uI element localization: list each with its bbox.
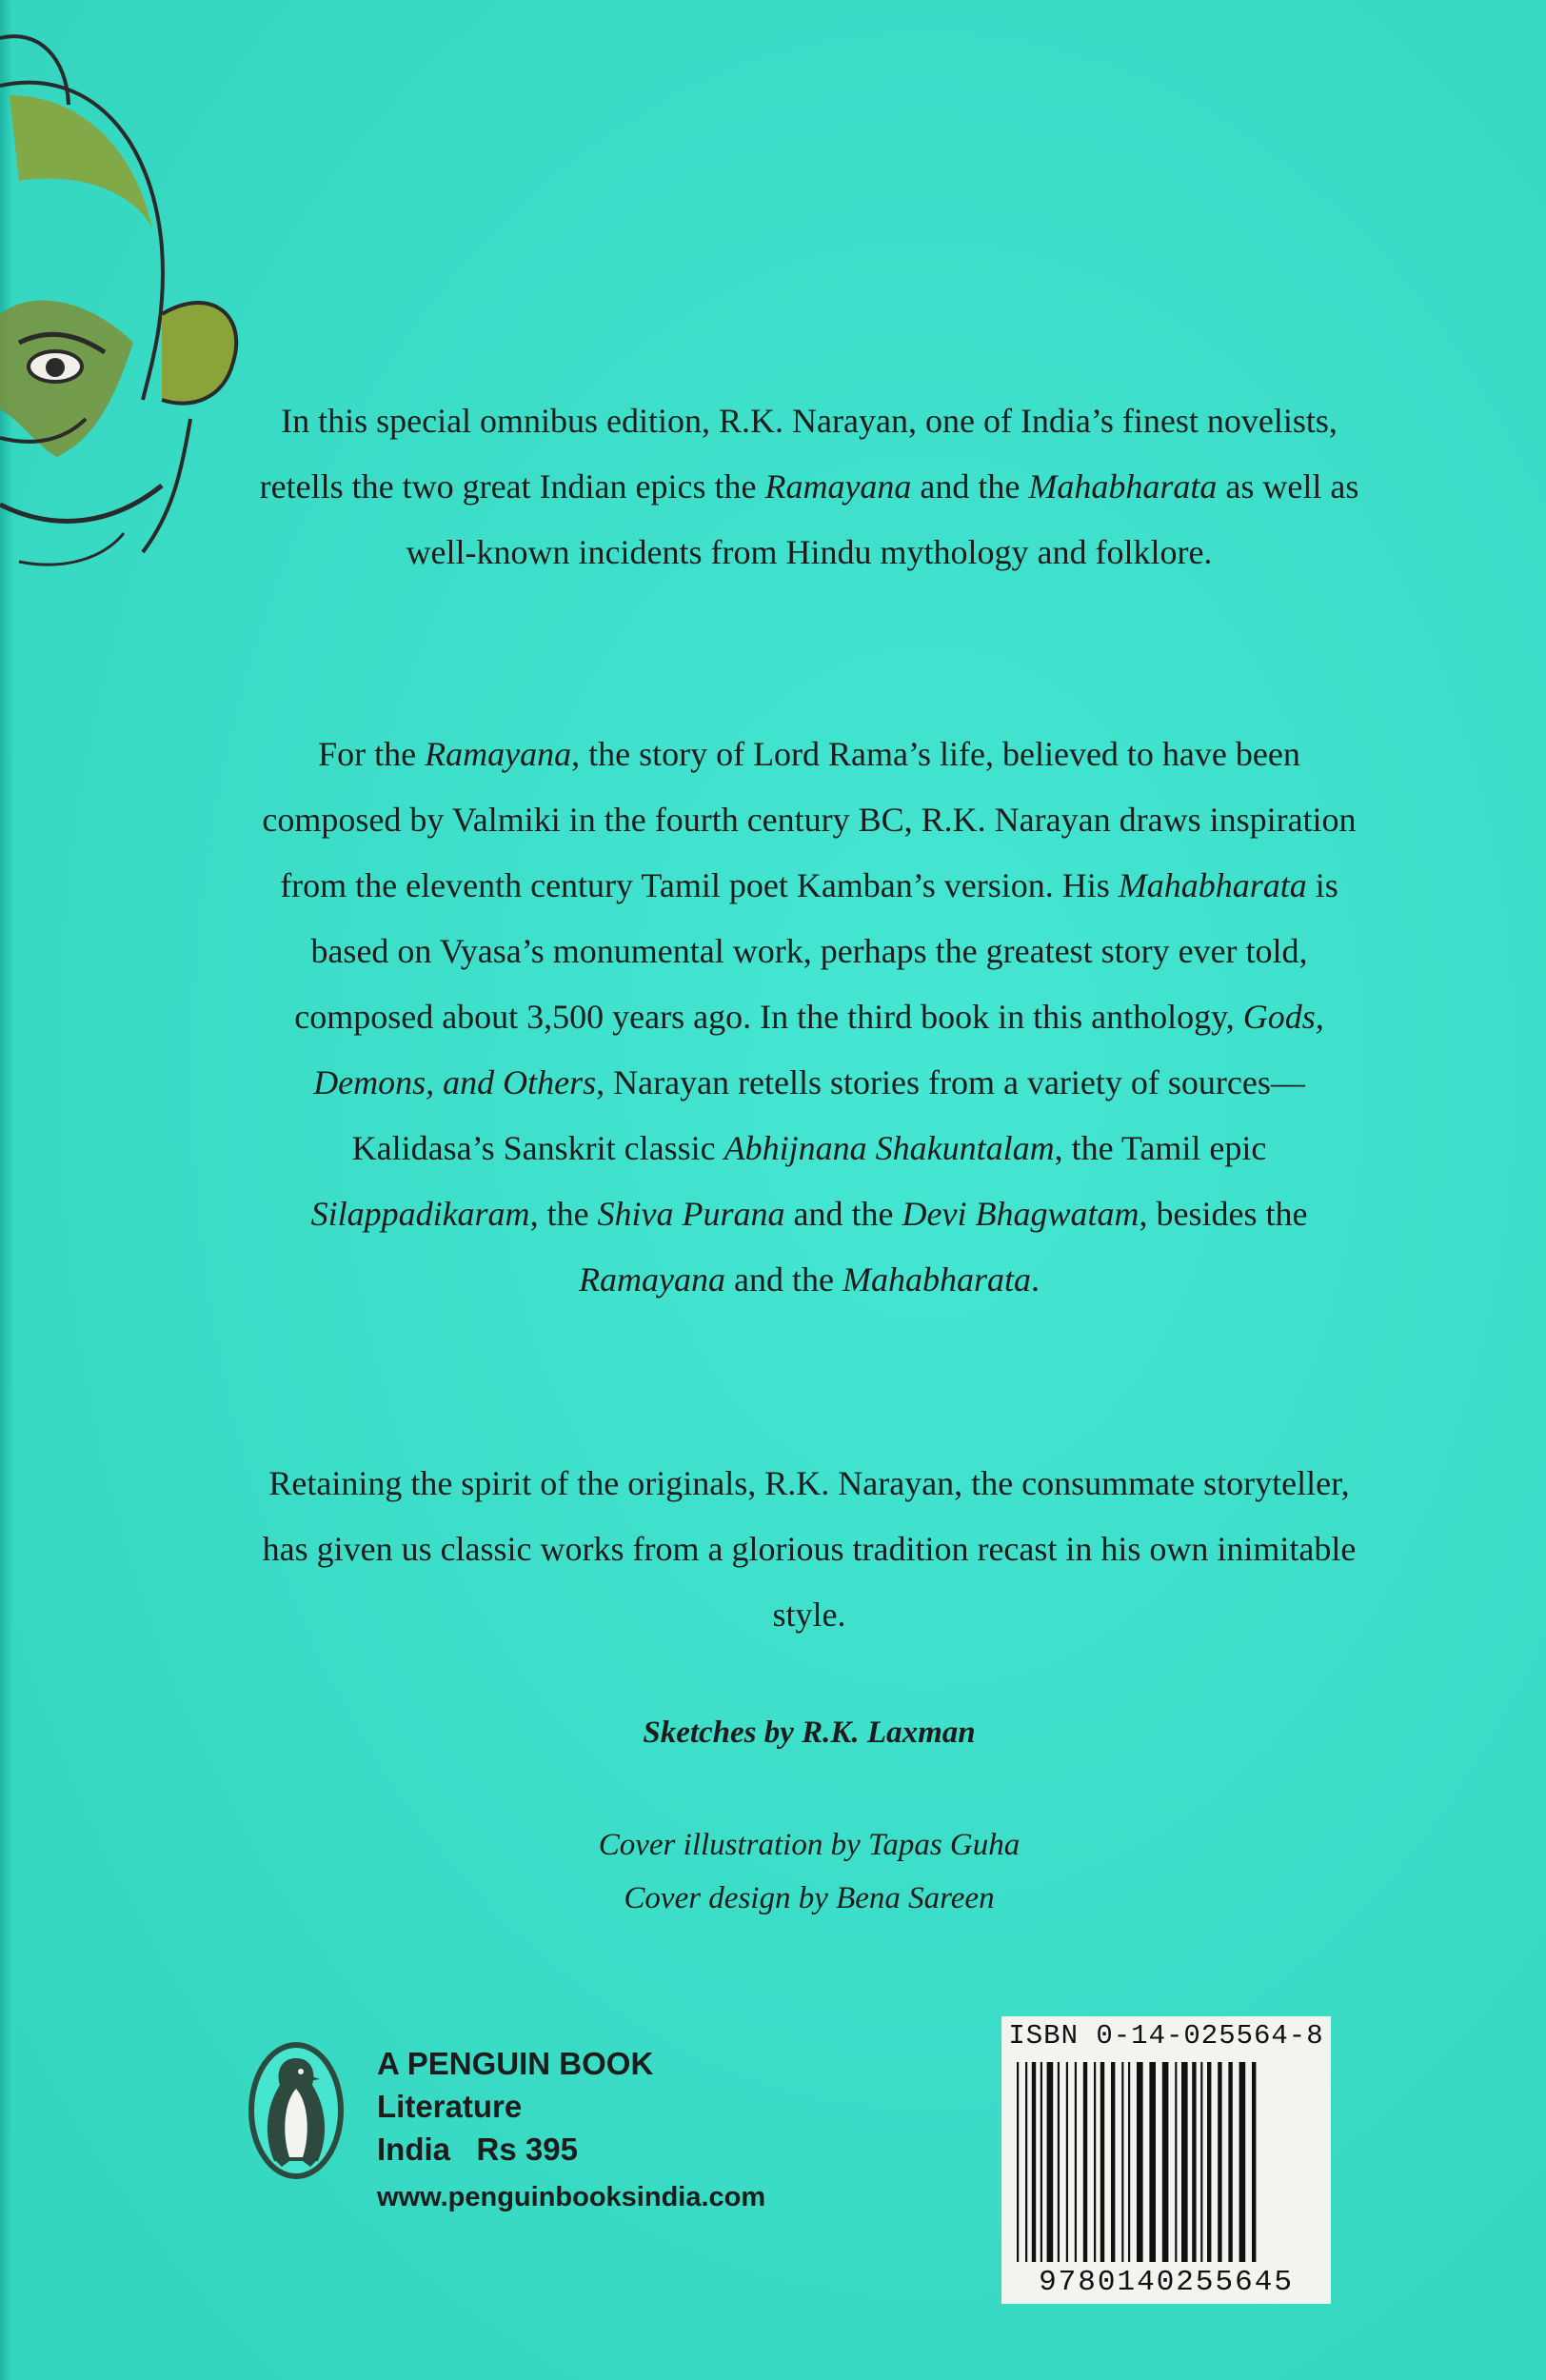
barcode-bar <box>1017 2062 1019 2262</box>
barcode-bar <box>1094 2062 1096 2262</box>
blurb-paragraph-3: Retaining the spirit of the originals, R.K. Narayan, the consummate storyteller, has given us classic works from a glorious tradition recast in his own inimitable style. <box>262 1464 1357 1634</box>
sketch-credit: Sketches by R.K. Laxman <box>643 1716 976 1750</box>
publisher-website: www.penguinbooksindia.com <box>377 2182 766 2212</box>
barcode-graphic <box>1013 2062 1319 2262</box>
barcode-bar <box>1137 2062 1143 2262</box>
barcode-bar <box>1239 2062 1246 2262</box>
barcode-bar <box>1200 2062 1202 2262</box>
isbn-label: ISBN 0-14-025564-8 <box>1008 2020 1324 2052</box>
barcode-bar <box>1181 2062 1188 2262</box>
barcode-bar <box>1218 2062 1221 2262</box>
barcode-bar <box>1083 2062 1087 2262</box>
barcode-bar <box>1111 2062 1115 2262</box>
book-category: Literature <box>377 2089 523 2124</box>
barcode-bar <box>1032 2062 1036 2262</box>
barcode-bar <box>1066 2062 1068 2262</box>
barcode-bar <box>1075 2062 1077 2262</box>
barcode-bar <box>1058 2062 1060 2262</box>
barcode-bar <box>1128 2062 1130 2262</box>
barcode-bar <box>1149 2062 1156 2262</box>
barcode-bar <box>1041 2062 1042 2262</box>
ean-number: 9780140255645 <box>1039 2266 1294 2299</box>
book-price: India Rs 395 <box>377 2132 578 2167</box>
publisher-info <box>377 2042 765 2219</box>
barcode-bar <box>1252 2062 1256 2262</box>
face-sketch-illustration <box>0 0 257 609</box>
barcode-bar <box>1228 2062 1232 2262</box>
blurb-paragraph-2: For the Ramayana, the story of Lord Rama’s life, believed to have been composed by Valmiki in the fourth century BC, R.K. Narayan draws inspiration from the eleventh century Tamil poet Kamban’s version. His Mahabharata is based on Vyasa’s monumental work, perhaps the greatest story ever told, composed about 3,500 years ago. In the third book in this anthology, Gods, Demons, and Others, Narayan retells stories from a variety of sources—Kalidasa’s Sanskrit classic Abhijnana Shakuntalam, the Tamil epic Silappadikaram, the Shiva Purana and the Devi Bhagwatam, besides the Ramayana and the Mahabharata. <box>262 735 1357 1299</box>
publisher-imprint: A PENGUIN BOOK <box>377 2046 654 2081</box>
barcode-bar <box>1192 2062 1196 2262</box>
blurb-paragraph-1: In this special omnibus edition, R.K. Narayan, one of India’s finest novelists, retells the two great Indian epics the Ramayana and the Mahabharata as well as well-known incidents from Hindu mythology and folklore. <box>259 402 1359 571</box>
barcode-panel <box>1001 2016 1331 2304</box>
barcode-bar <box>1175 2062 1177 2262</box>
barcode-bar <box>1025 2062 1027 2262</box>
barcode-bar <box>1121 2062 1123 2262</box>
barcode-bar <box>1162 2062 1169 2262</box>
barcode-bar <box>1207 2062 1211 2262</box>
cover-illustration-credit: Cover illustration by Tapas Guha <box>598 1828 1021 1862</box>
barcode-bar <box>1100 2062 1104 2262</box>
barcode-bar <box>1047 2062 1054 2262</box>
cover-design-credit: Cover design by Bena Sareen <box>624 1881 995 1915</box>
penguin-icon <box>244 2039 348 2182</box>
